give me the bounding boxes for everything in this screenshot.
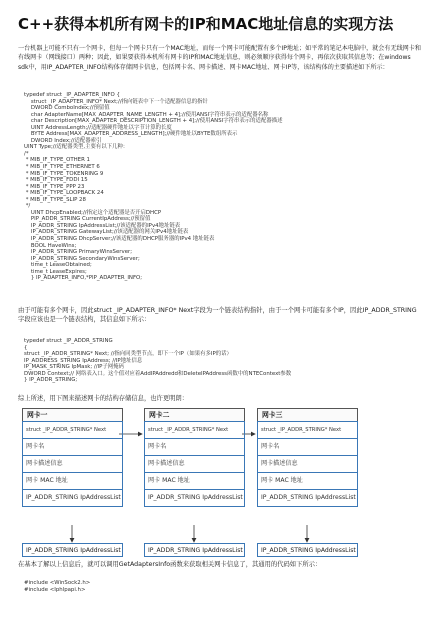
- field-mac-address: 网卡 MAC 地址: [23, 473, 122, 490]
- nic-box-3: [257, 408, 358, 554]
- code-block-addr-string: typedef struct _IP_ADDR_STRING { struct _IP_ADDR_STRING* Next; //指向同类型节点，即下一个IP（如果有多IP的话） IP_ADDRESS_STRING IpAddress; //IP地址信息 IP_MASK_STRING IpMask; //IP子网掩码 DWORD Context;// 网络表入口。这个值对应着AddIPAddredd和DeleteIPAddress函数中的NTEContext参数 } IP_ADDR_STRING;: [24, 338, 292, 384]
- nic-title: 网卡三: [257, 408, 358, 421]
- field-next-pointer: struct _IP_ADDR_STRING* Next: [145, 422, 244, 439]
- article-title: C++获得本机所有网卡的IP和MAC地址信息的实现方法: [18, 15, 394, 33]
- field-mac-address: 网卡 MAC 地址: [258, 473, 357, 490]
- field-ip-address-list: IP_ADDR_STRING IpAddressList: [261, 494, 356, 501]
- ip-list-node: IP_ADDR_STRING IpAddressList: [22, 543, 123, 557]
- nic-title: 网卡一: [22, 408, 123, 421]
- code-block-adapter-info: typedef struct _IP_ADAPTER_INFO { struct _IP_ADAPTER_INFO* Next;//指向链表中下一个适配器信息的指针 DWORD ComboIndex;//预留值 char AdapterName[MAX_ADAPTER_NAME_LENGTH + 4];//使用ANSI字符串表示的适配器名称 char Description[MAX_ADAPTER_DESCRIPTION_LENGTH + 4];//使用ANSI字符串表示的适配器描述 UINT AddressLength;//适配器硬件地址以字节计算的长度 BYTE Address[MAX_ADAPTER_ADDRESS_LENGTH];//硬件地址以BYTE数组所表示 DWORD Index;//适配器索引 UINT Type;//适配器类型,主要有以下几种： /* * MIB_IF_TYPE_OTHER 1 * MIB_IF_TYPE_ETHERNET 6 * MIB_IF_TYPE_TOKENRING 9 * MIB_IF_TYPE_FDDI 15 * MIB_IF_TYPE_PPP 23 * MIB_IF_TYPE_LOOPBACK 24 * MIB_IF_TYPE_SLIP 28 */ UINT DhcpEnabled;//指定这个适配器是否开启DHCP PIP_ADDR_STRING CurrentIpAddress;//预留值 IP_ADDR_STRING IpAddressList;//该适配器的IPv4地址链表 IP_ADDR_STRING GatewayList;//该适配器的网关IPv4地址链表 IP_ADDR_STRING DhcpServer;//该适配器的DHCP服务器的IPv4 地址链表 BOOL HaveWins; IP_ADDR_STRING PrimaryWinsServer; IP_ADDR_STRING SecondaryWinsServer; time_t LeaseObtained; time_t LeaseExpires; } IP_ADAPTER_INFO,*PIP_ADAPTER_INFO;: [24, 92, 283, 282]
- field-next-pointer: struct _IP_ADDR_STRING* Next: [258, 422, 357, 439]
- field-adapter-name: 网卡名: [23, 439, 122, 456]
- intro-paragraph: 一台机器上可能不只有一个网卡，但每一个网卡只有一个MAC地址，而每一个网卡可能配置有多个IP地址；如平常的笔记本电脑中，就会有无线网卡和有线网卡（网线接口）两种；因此，如果要获得本机所有网卡的IP和MAC地址信息，则必须顺序获得每个网卡，再依次获取其信息等；在windows sdk中，用IP_ADAPTER_INFO结构体存储网卡信息，包括网卡名、网卡描述、网卡MAC地址、网卡IP等，该结构体的主要描述如下所示：: [18, 45, 421, 71]
- code-block-includes: #include <WinSock2.h> #include <Iphlpapi.h>: [24, 580, 91, 593]
- field-ip-address-list: IP_ADDR_STRING IpAddressList: [148, 494, 243, 501]
- field-adapter-name: 网卡名: [145, 439, 244, 456]
- field-description: 网卡描述信息: [145, 456, 244, 473]
- field-mac-address: 网卡 MAC 地址: [145, 473, 244, 490]
- nic-title: 网卡二: [144, 408, 245, 421]
- field-next-pointer: struct _IP_ADDR_STRING* Next: [23, 422, 122, 439]
- field-description: 网卡描述信息: [258, 456, 357, 473]
- paragraph-linked-list: 由于可能有多个网卡，因此struct _IP_ADAPTER_INFO* Next字段为一个链表结构指针，由于一个网卡可能有多个IP，因此IP_ADDR_STRING字段应该也是一个链表结构，其信息如下所示：: [18, 307, 417, 324]
- field-adapter-name: 网卡名: [258, 439, 357, 456]
- paragraph-diagram-intro: 综上所述，用下图来描述网卡的结构存储信息，也许更明朗：: [18, 395, 189, 402]
- paragraph-getadaptersinfo: 在基本了解以上信息后，就可以调用GetAdaptersInfo函数来获取相关网卡信息了，其通用的代码如下所示：: [18, 561, 322, 568]
- ip-list-node: IP_ADDR_STRING IpAddressList: [257, 543, 358, 557]
- nic-struct: [144, 421, 245, 507]
- nic-box-1: [22, 408, 123, 554]
- ip-list-node: IP_ADDR_STRING IpAddressList: [144, 543, 245, 557]
- nic-box-2: [144, 408, 245, 554]
- nic-struct: [22, 421, 123, 507]
- field-ip-address-list: IP_ADDR_STRING IpAddressList: [26, 494, 121, 501]
- field-description: 网卡描述信息: [23, 456, 122, 473]
- nic-structure-diagram: [22, 408, 422, 558]
- nic-struct: [257, 421, 358, 507]
